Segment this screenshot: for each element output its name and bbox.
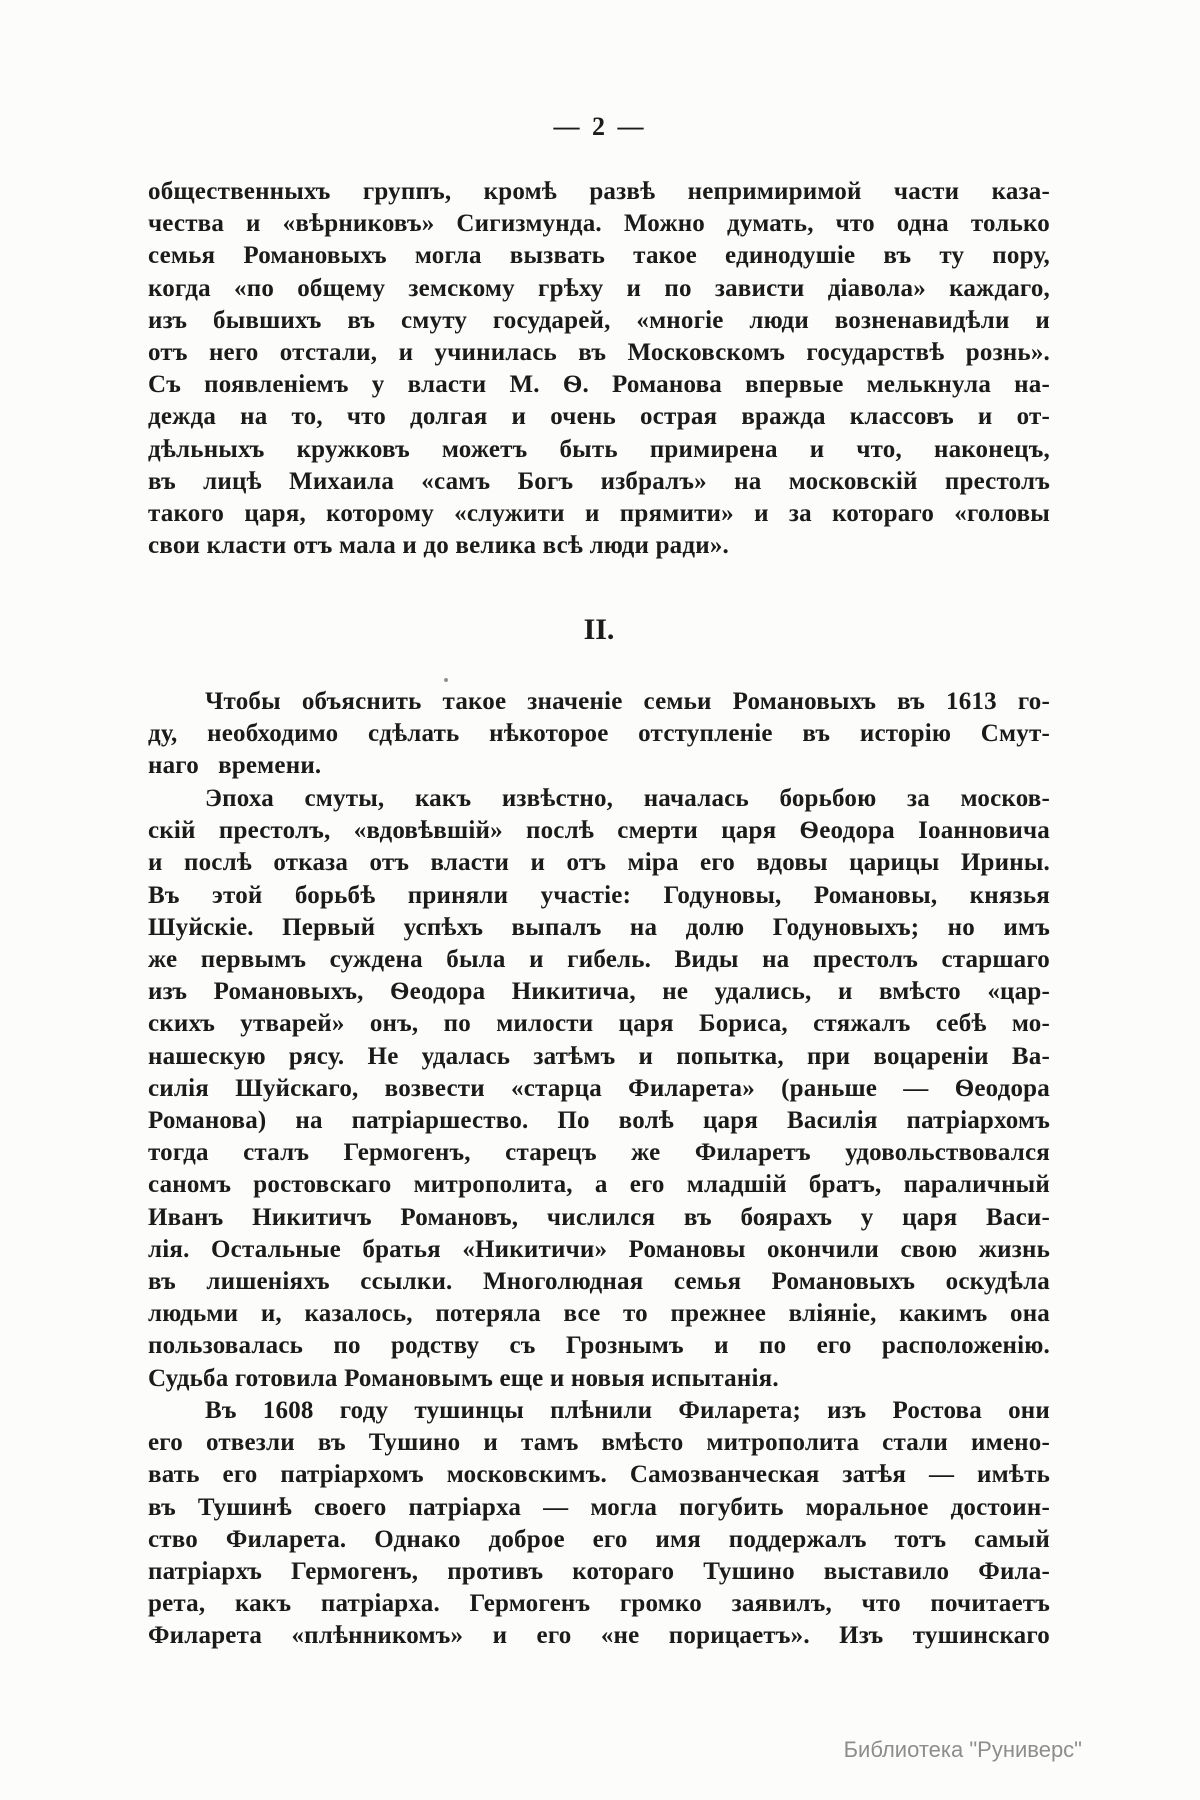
- text-line: людьми и, казалось, потеряла все то прежнее вліяніе, какимъ она: [148, 1300, 1050, 1328]
- text-line: отъ него отстали, и учинилась въ Московскомъ государствѣ рознь».: [148, 339, 1050, 367]
- text-line: Судьба готовила Романовымъ еще и новыя испытанія.: [148, 1364, 779, 1392]
- text-line: его отвезли въ Тушино и тамъ вмѣсто митрополита стали имено-: [148, 1429, 1050, 1457]
- text-line: въ лицѣ Михаила «самъ Богъ избралъ» на московскій престолъ: [148, 467, 1050, 495]
- text-line: тогда сталъ Гермогенъ, старецъ же Филаретъ удовольствовался: [148, 1139, 1050, 1167]
- text-line: когда «по общему земскому грѣху и по зависти діавола» каждаго,: [148, 274, 1050, 302]
- text-line: нашескую рясу. Не удалась затѣмъ и попытка, при воцареніи Ва-: [148, 1042, 1050, 1070]
- text-line: саномъ ростовскаго митрополита, а его младшій братъ, параличный: [148, 1171, 1050, 1199]
- paragraph-continuation: [148, 176, 1050, 562]
- text-line: Чтобы объяснить такое значеніе семьи Романовыхъ въ 1613 го-: [205, 688, 1050, 715]
- text-line: Въ 1608 году тушинцы плѣнили Филарета; изъ Ростова они: [205, 1397, 1050, 1424]
- text-line: ство Филарета. Однако доброе его имя поддержалъ тотъ самый: [148, 1525, 1050, 1553]
- text-line: Иванъ Никитичъ Романовъ, числился въ боярахъ у царя Васи-: [148, 1203, 1050, 1231]
- paragraph-1608: [148, 1395, 1050, 1653]
- section-heading: II.: [583, 613, 615, 646]
- paragraph-epoch: [148, 783, 1050, 1395]
- text-line: и послѣ отказа отъ власти и отъ міра его вдовы царицы Ирины.: [148, 849, 1050, 877]
- text-line: наго времени.: [148, 752, 322, 780]
- text-line: Романова) на патріаршество. По волѣ царя Василія патріархомъ: [148, 1107, 1050, 1135]
- text-line: дѣльныхъ кружковъ можетъ быть примирена и что, наконецъ,: [148, 435, 1050, 463]
- text-line: патріархъ Гермогенъ, противъ котораго Тушино выставило Фила-: [148, 1558, 1050, 1586]
- text-line: рета, какъ патріарха. Гермогенъ громко заявилъ, что почитаетъ: [148, 1590, 1050, 1618]
- text-line: дежда на то, что долгая и очень острая вражда классовъ и от-: [148, 403, 1050, 431]
- text-line: въ Тушинѣ своего патріарха — могла погубить моральное достоин-: [148, 1493, 1050, 1521]
- text-line: силія Шуйскаго, возвести «старца Филарета» (раньше — Ѳеодора: [148, 1074, 1050, 1102]
- text-line: скихъ утварей» онъ, по милости царя Бориса, стяжалъ себѣ мо-: [148, 1010, 1050, 1038]
- text-line: свои класти отъ мала и до велика всѣ люди ради».: [148, 532, 729, 560]
- text-line: семья Романовыхъ могла вызвать такое единодушіе въ ту пору,: [148, 242, 1050, 270]
- text-line: Съ появленіемъ у власти М. Ѳ. Романова впервые мелькнула на-: [148, 371, 1050, 399]
- text-line: Филарета «плѣнникомъ» и его «не порицаетъ». Изъ тушинскаго: [148, 1622, 1050, 1650]
- text-line: пользовалась по родству съ Грознымъ и по его расположенію.: [148, 1332, 1050, 1360]
- page-number: — 2 —: [553, 112, 647, 141]
- text-line: вать его патріархомъ московскимъ. Самозванческая затѣя — имѣть: [148, 1461, 1050, 1489]
- text-line: такого царя, которому «служити и прямити» и за котораго «головы: [148, 500, 1050, 528]
- text-line: скій престолъ, «вдовѣвшій» послѣ смерти царя Ѳеодора Іоанновича: [148, 817, 1050, 845]
- text-line: общественныхъ группъ, кромѣ развѣ непримиримой части каза-: [148, 178, 1050, 205]
- text-line: въ лишеніяхъ ссылки. Многолюдная семья Романовыхъ оскудѣла: [148, 1268, 1050, 1296]
- text-line: Шуйскіе. Первый успѣхъ выпалъ на долю Годуновыхъ; но имъ: [148, 913, 1050, 941]
- library-watermark: Библиотека "Руниверс": [843, 1737, 1082, 1762]
- text-line: изъ Романовыхъ, Ѳеодора Никитича, не удались, и вмѣсто «цар-: [148, 978, 1050, 1006]
- text-line: ду, необходимо сдѣлать нѣкоторое отступленіе въ исторію Смут-: [148, 720, 1050, 748]
- text-line: чества и «вѣрниковъ» Сигизмунда. Можно думать, что одна только: [148, 210, 1050, 238]
- text-line: изъ бывшихъ въ смуту государей, «многіе люди возненавидѣли и: [148, 306, 1050, 334]
- scan-speck: [444, 678, 448, 682]
- text-line: Эпоха смуты, какъ извѣстно, началась борьбою за москов-: [205, 785, 1050, 812]
- text-line: же первымъ суждена была и гибель. Виды на престолъ старшаго: [148, 946, 1050, 974]
- text-line: Въ этой борьбѣ приняли участіе: Годуновы, Романовы, князья: [148, 881, 1050, 909]
- paragraph-intro: [148, 686, 1050, 783]
- text-line: лія. Остальные братья «Никитичи» Романовы окончили свою жизнь: [148, 1235, 1050, 1263]
